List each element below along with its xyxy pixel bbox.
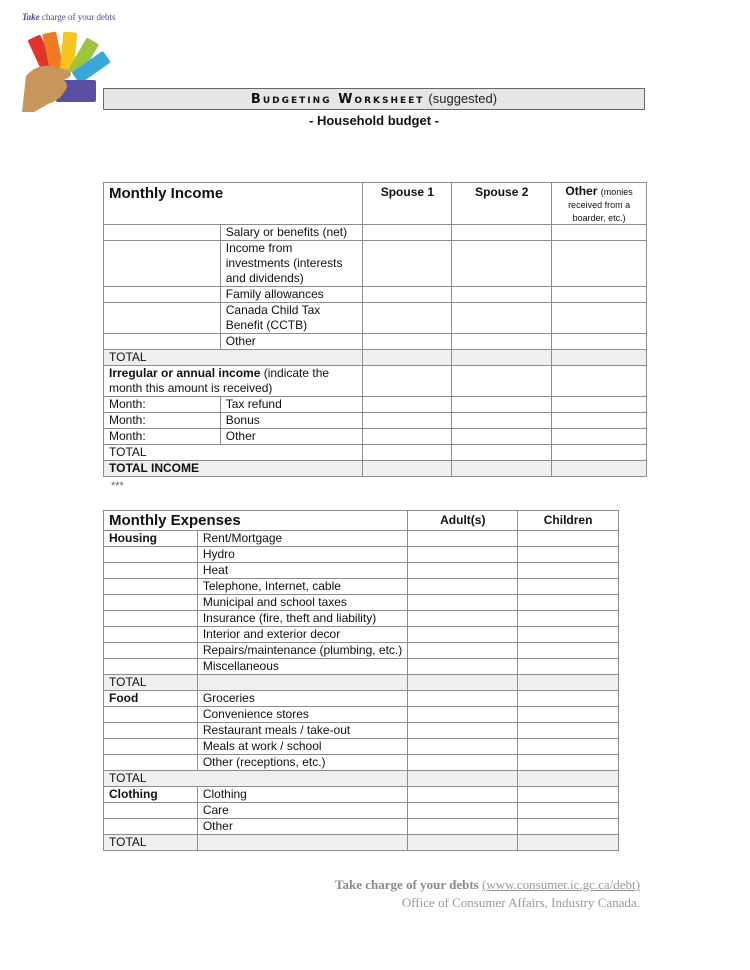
total-label: TOTAL bbox=[104, 350, 363, 366]
input-cell[interactable] bbox=[452, 241, 552, 287]
input-cell[interactable] bbox=[408, 819, 518, 835]
col-other-label: Other bbox=[565, 184, 598, 198]
input-cell[interactable] bbox=[408, 579, 518, 595]
input-cell[interactable] bbox=[518, 547, 619, 563]
expense-item: Other (receptions, etc.) bbox=[197, 755, 408, 771]
input-cell[interactable] bbox=[518, 563, 619, 579]
expense-item: Hydro bbox=[197, 547, 408, 563]
table-row bbox=[104, 225, 647, 241]
total-row bbox=[104, 675, 619, 691]
total-label: TOTAL bbox=[104, 675, 198, 691]
input-cell[interactable] bbox=[408, 675, 518, 691]
table-row bbox=[104, 755, 619, 771]
input-cell[interactable] bbox=[408, 595, 518, 611]
input-cell[interactable] bbox=[452, 445, 552, 461]
input-cell[interactable] bbox=[408, 771, 518, 787]
table-row bbox=[104, 413, 647, 429]
expense-item: Interior and exterior decor bbox=[197, 627, 408, 643]
expense-item: Miscellaneous bbox=[197, 659, 408, 675]
table-row bbox=[104, 723, 619, 739]
irregular-rest: (indicate the month this amount is received) bbox=[109, 366, 330, 395]
total-income-label: TOTAL INCOME bbox=[104, 461, 363, 477]
input-cell[interactable] bbox=[518, 707, 619, 723]
input-cell[interactable] bbox=[452, 225, 552, 241]
expense-item: Telephone, Internet, cable bbox=[197, 579, 408, 595]
table-row bbox=[104, 595, 619, 611]
table-row bbox=[104, 241, 647, 287]
input-cell[interactable] bbox=[408, 611, 518, 627]
input-cell[interactable] bbox=[363, 397, 452, 413]
input-cell[interactable] bbox=[518, 595, 619, 611]
expense-item: Insurance (fire, theft and liability) bbox=[197, 611, 408, 627]
input-cell[interactable] bbox=[408, 755, 518, 771]
category-housing: Housing bbox=[104, 531, 198, 547]
input-cell[interactable] bbox=[518, 771, 619, 787]
input-cell[interactable] bbox=[363, 225, 452, 241]
total-row bbox=[104, 835, 619, 851]
table-row bbox=[104, 627, 619, 643]
input-cell[interactable] bbox=[552, 366, 647, 397]
income-item: Family allowances bbox=[220, 287, 363, 303]
input-cell[interactable] bbox=[408, 691, 518, 707]
input-cell[interactable] bbox=[452, 461, 552, 477]
input-cell[interactable] bbox=[552, 397, 647, 413]
irregular-bold: Irregular or annual income bbox=[109, 366, 261, 380]
table-row bbox=[104, 707, 619, 723]
expense-item: Repairs/maintenance (plumbing, etc.) bbox=[197, 643, 408, 659]
table-row bbox=[104, 563, 619, 579]
input-cell[interactable] bbox=[552, 413, 647, 429]
irregular-item: Tax refund bbox=[220, 397, 363, 413]
input-cell[interactable] bbox=[552, 429, 647, 445]
table-row bbox=[104, 787, 619, 803]
month-label: Month: bbox=[104, 397, 221, 413]
irregular-item: Other bbox=[220, 429, 363, 445]
input-cell[interactable] bbox=[518, 675, 619, 691]
expenses-header-row bbox=[104, 511, 619, 531]
input-cell[interactable] bbox=[363, 429, 452, 445]
input-cell[interactable] bbox=[363, 287, 452, 303]
input-cell[interactable] bbox=[408, 563, 518, 579]
total-label: TOTAL bbox=[104, 445, 363, 461]
income-heading: Monthly Income bbox=[104, 183, 363, 225]
title-suffix: (suggested) bbox=[428, 91, 498, 106]
input-cell[interactable] bbox=[452, 350, 552, 366]
table-row bbox=[104, 611, 619, 627]
table-row bbox=[104, 691, 619, 707]
input-cell[interactable] bbox=[552, 225, 647, 241]
input-cell[interactable] bbox=[363, 334, 452, 350]
input-cell[interactable] bbox=[552, 334, 647, 350]
table-row bbox=[104, 531, 619, 547]
input-cell[interactable] bbox=[518, 739, 619, 755]
table-row bbox=[104, 659, 619, 675]
expense-item: Clothing bbox=[197, 787, 408, 803]
irregular-income-label bbox=[104, 366, 363, 397]
input-cell[interactable] bbox=[408, 659, 518, 675]
expense-item: Heat bbox=[197, 563, 408, 579]
table-row bbox=[104, 803, 619, 819]
category-food: Food bbox=[104, 691, 198, 707]
col-children: Children bbox=[518, 511, 619, 531]
col-spouse2: Spouse 2 bbox=[452, 183, 552, 225]
category-clothing: Clothing bbox=[104, 787, 198, 803]
table-row bbox=[104, 739, 619, 755]
expense-item: Convenience stores bbox=[197, 707, 408, 723]
month-label: Month: bbox=[104, 413, 221, 429]
input-cell[interactable] bbox=[408, 803, 518, 819]
input-cell[interactable] bbox=[408, 723, 518, 739]
input-cell[interactable] bbox=[408, 531, 518, 547]
input-cell[interactable] bbox=[518, 531, 619, 547]
input-cell[interactable] bbox=[518, 643, 619, 659]
input-cell[interactable] bbox=[408, 835, 518, 851]
income-item: Salary or benefits (net) bbox=[220, 225, 363, 241]
input-cell[interactable] bbox=[408, 739, 518, 755]
col-adults: Adult(s) bbox=[408, 511, 518, 531]
input-cell[interactable] bbox=[552, 303, 647, 334]
total-row bbox=[104, 350, 647, 366]
input-cell[interactable] bbox=[518, 627, 619, 643]
footer bbox=[335, 876, 640, 912]
input-cell[interactable] bbox=[518, 755, 619, 771]
input-cell[interactable] bbox=[452, 366, 552, 397]
separator: *** bbox=[111, 480, 124, 492]
income-table bbox=[103, 182, 647, 477]
table-row bbox=[104, 334, 647, 350]
input-cell[interactable] bbox=[518, 611, 619, 627]
irregular-income-row bbox=[104, 366, 647, 397]
irregular-item: Bonus bbox=[220, 413, 363, 429]
footer-line2: Office of Consumer Affairs, Industry Canada. bbox=[401, 895, 640, 910]
input-cell[interactable] bbox=[552, 241, 647, 287]
input-cell[interactable] bbox=[363, 366, 452, 397]
input-cell[interactable] bbox=[408, 627, 518, 643]
input-cell[interactable] bbox=[408, 643, 518, 659]
expense-item: Rent/Mortgage bbox=[197, 531, 408, 547]
input-cell[interactable] bbox=[363, 303, 452, 334]
table-row bbox=[104, 303, 647, 334]
input-cell[interactable] bbox=[363, 413, 452, 429]
input-cell[interactable] bbox=[452, 397, 552, 413]
expense-item: Other bbox=[197, 819, 408, 835]
footer-link[interactable]: (www.consumer.ic.gc.ca/debt) bbox=[482, 877, 640, 892]
table-row bbox=[104, 429, 647, 445]
input-cell[interactable] bbox=[518, 659, 619, 675]
total-income-row bbox=[104, 461, 647, 477]
expense-item: Restaurant meals / take-out bbox=[197, 723, 408, 739]
total-row bbox=[104, 445, 647, 461]
col-other-note: (monies received from a boarder, etc.) bbox=[568, 187, 633, 223]
input-cell[interactable] bbox=[518, 787, 619, 803]
input-cell[interactable] bbox=[363, 461, 452, 477]
input-cell[interactable] bbox=[552, 461, 647, 477]
input-cell[interactable] bbox=[518, 803, 619, 819]
total-row bbox=[104, 771, 619, 787]
income-item: Other bbox=[220, 334, 363, 350]
expense-item: Municipal and school taxes bbox=[197, 595, 408, 611]
table-row bbox=[104, 397, 647, 413]
input-cell[interactable] bbox=[518, 579, 619, 595]
income-item: Canada Child Tax Benefit (CCTB) bbox=[220, 303, 363, 334]
table-row bbox=[104, 579, 619, 595]
input-cell[interactable] bbox=[552, 445, 647, 461]
input-cell[interactable] bbox=[363, 445, 452, 461]
input-cell[interactable] bbox=[408, 787, 518, 803]
table-row bbox=[104, 547, 619, 563]
input-cell[interactable] bbox=[452, 287, 552, 303]
expense-item: Care bbox=[197, 803, 408, 819]
input-cell[interactable] bbox=[363, 350, 452, 366]
expense-item: Groceries bbox=[197, 691, 408, 707]
input-cell[interactable] bbox=[408, 547, 518, 563]
input-cell[interactable] bbox=[518, 723, 619, 739]
table-row bbox=[104, 643, 619, 659]
col-spouse1: Spouse 1 bbox=[363, 183, 452, 225]
month-label: Month: bbox=[104, 429, 221, 445]
input-cell[interactable] bbox=[518, 691, 619, 707]
income-header-row bbox=[104, 183, 647, 225]
table-row bbox=[104, 287, 647, 303]
worksheet-title bbox=[103, 88, 645, 110]
subtitle: - Household budget - bbox=[309, 113, 439, 128]
footer-brand: Take charge of your debts bbox=[335, 877, 479, 892]
logo-tagline-rest: charge of your debts bbox=[39, 12, 116, 22]
logo-tagline-bold: Take bbox=[22, 12, 40, 22]
input-cell[interactable] bbox=[552, 287, 647, 303]
expenses-table bbox=[103, 510, 619, 851]
total-label: TOTAL bbox=[104, 835, 198, 851]
title-main: Budgeting Worksheet bbox=[250, 92, 425, 107]
expense-item: Meals at work / school bbox=[197, 739, 408, 755]
input-cell[interactable] bbox=[452, 334, 552, 350]
footer-line1 bbox=[335, 876, 640, 894]
total-label: TOTAL bbox=[104, 771, 408, 787]
income-item: Income from investments (interests and dividends) bbox=[220, 241, 363, 287]
input-cell[interactable] bbox=[552, 350, 647, 366]
input-cell[interactable] bbox=[452, 429, 552, 445]
col-other bbox=[552, 183, 647, 225]
input-cell[interactable] bbox=[452, 303, 552, 334]
table-row bbox=[104, 819, 619, 835]
input-cell[interactable] bbox=[518, 835, 619, 851]
input-cell[interactable] bbox=[363, 241, 452, 287]
input-cell[interactable] bbox=[408, 707, 518, 723]
input-cell[interactable] bbox=[518, 819, 619, 835]
expenses-heading: Monthly Expenses bbox=[104, 511, 408, 531]
input-cell[interactable] bbox=[452, 413, 552, 429]
